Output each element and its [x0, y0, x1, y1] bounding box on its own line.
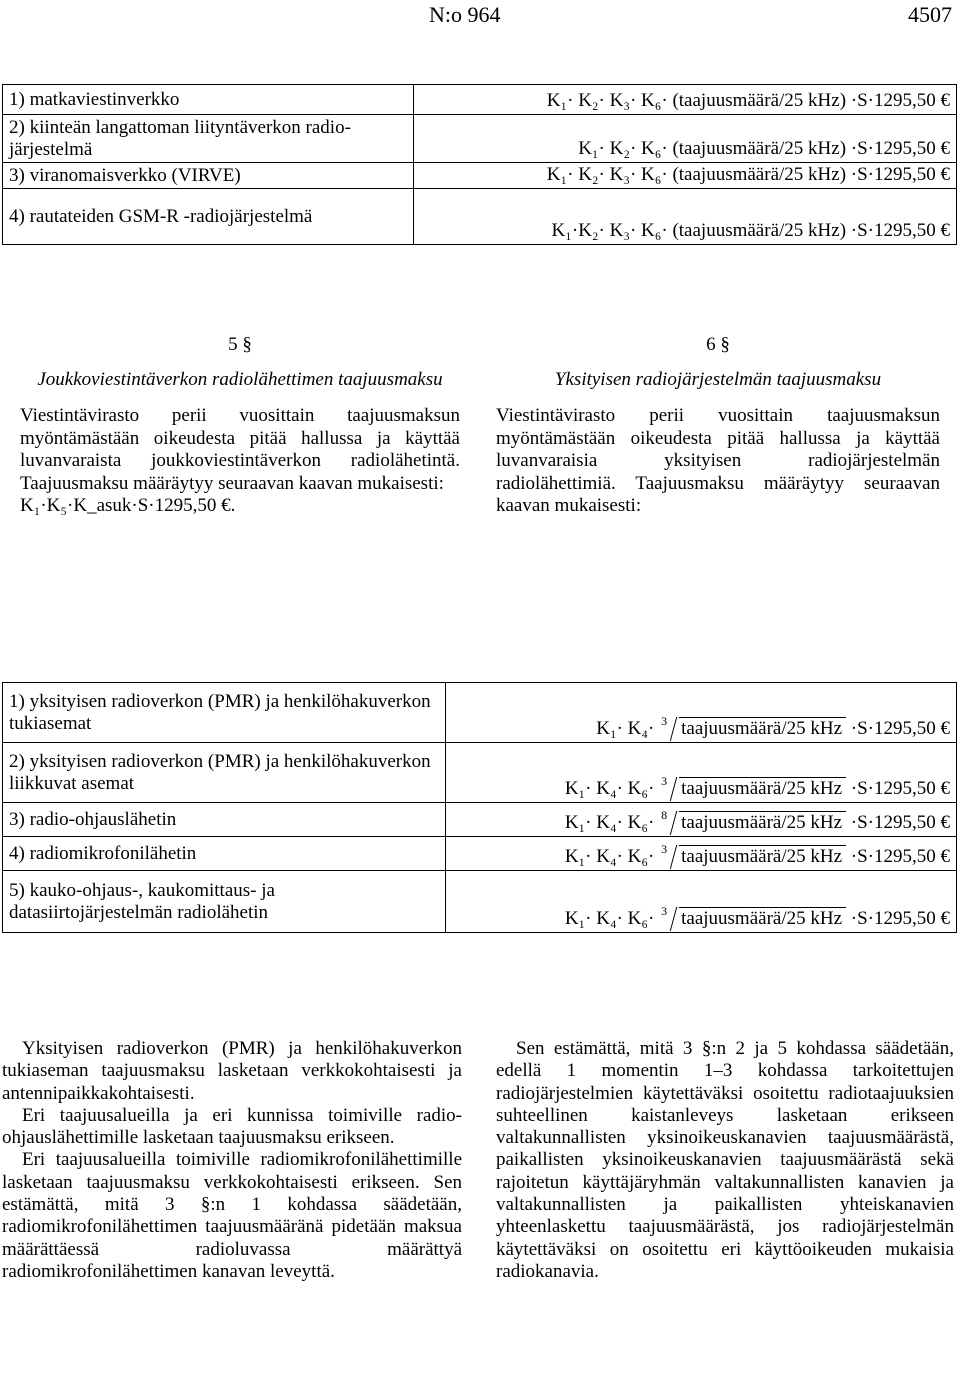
cube-root [661, 842, 846, 868]
formula-suffix: ·S·1295,50 € [850, 718, 950, 739]
table-row [3, 683, 957, 743]
formula-suffix: ·S·1295,50 € [850, 846, 950, 867]
row-label: 1) matkaviestinverkko [3, 85, 414, 115]
row-label: 4) rautateiden GSM-R -radiojärjestelmä [3, 189, 414, 245]
bottom-right-paragraph: Sen estämättä, mitä 3 §:n 2 ja 5 kohdassa säädetään, edellä 1 momentin 1–3 kohdassa tarkoitettujen radiojärjestelmien käytettäväksi osoitettu radiotaajuuksien suhteellinen kaistanleveys lasketaan erikseen valtakunnallisten yksinoikeuskanavien taajuusmäärästä, paikallisten yksinoikeuskanavien taajuusmäärästä sekä rajoitetun käyttäjäryhmän valtakunnallisten kanavien ja valtakunnallisten ja paikallisten yhteiskanavien yhteenlaskettu taajuusmäärästä, jos radiojärjestelmän käytettäväksi on osoitettu eri käyttöoikeuden mukaisia radiokanavia. [496, 1038, 954, 1282]
cube-root [661, 774, 846, 800]
table-row [3, 743, 957, 803]
formula-suffix: ·S·1295,50 € [850, 908, 950, 929]
root-radicand: taajuusmäärä/25 kHz [679, 717, 846, 739]
table-row [3, 163, 957, 189]
section-title: Joukkoviestintäverkon radiolähettimen taajuusmaksu [37, 368, 443, 390]
root-index: 3 [661, 774, 668, 788]
row-label: 3) viranomaisverkko (VIRVE) [3, 163, 414, 189]
root-index: 3 [661, 714, 668, 728]
row-label: 1) yksityisen radioverkon (PMR) ja henkilöhakuverkon tukiasemat [3, 683, 446, 743]
section-6 [496, 334, 940, 518]
row-formula [446, 803, 957, 837]
row-formula [446, 871, 957, 933]
root-index: 3 [661, 904, 668, 918]
row-formula: K₁· K₂· K₃· K₆· (taajuusmäärä/25 kHz) ·S·1295,50 € [414, 163, 957, 189]
section-number: 5 § [228, 334, 252, 355]
paragraph: Yksityisen radioverkon (PMR) ja henkilöhakuverkon tukiaseman taajuusmaksu lasketaan verkkokohtaisesti ja antennipaikkakohtaisesti. [2, 1038, 462, 1104]
paragraph: Eri taajuusalueilla toimiville radiomikrofonilähettimille lasketaan taajuusmaksu verkkokohtaisesti erikseen. Sen estämättä, mitä 3 §:n 1 kohdassa säädetään, radiomikrofonilähettimen taajuusmääränä pidetään maksua määrättäessä radioluvassa määrättyä radiomikrofonilähettimen kanavan leveyttä. [2, 1149, 462, 1282]
table-row [3, 85, 957, 115]
section-5 [20, 334, 460, 518]
root-radicand: taajuusmäärä/25 kHz [679, 811, 846, 833]
eighth-root [661, 808, 846, 834]
row-formula: K₁· K₂· K₆· (taajuusmäärä/25 kHz) ·S·1295,50 € [414, 115, 957, 163]
root-radicand: taajuusmäärä/25 kHz [679, 845, 846, 867]
page-number: 4507 [908, 2, 952, 27]
section-formula: K₁·K₅·K_asuk·S·1295,50 €. [20, 495, 236, 516]
table-row [3, 115, 957, 163]
formula-prefix: K₁· K₄· K₆· [564, 908, 655, 929]
row-formula [446, 743, 957, 803]
formula-prefix: K₁· K₄· K₆· [564, 846, 655, 867]
fee-table-private-radio [2, 682, 957, 933]
row-formula: K₁·K₂· K₃· K₆· (taajuusmäärä/25 kHz) ·S·1295,50 € [414, 189, 957, 245]
bottom-left-column [2, 1038, 462, 1283]
table-row [3, 189, 957, 245]
root-index: 8 [661, 808, 668, 822]
formula-suffix: ·S·1295,50 € [850, 778, 950, 799]
page-header-statute-number: N:o 964 [429, 2, 501, 27]
cube-root [661, 714, 846, 740]
formula-prefix: K₁· K₄· [596, 718, 655, 739]
row-formula [446, 837, 957, 871]
section-number: 6 § [706, 334, 730, 355]
section-title: Yksityisen radiojärjestelmän taajuusmaksu [554, 368, 882, 390]
table-row [3, 837, 957, 871]
row-formula: K₁· K₂· K₃· K₆· (taajuusmäärä/25 kHz) ·S·1295,50 € [414, 85, 957, 115]
row-label: 2) yksityisen radioverkon (PMR) ja henkilöhakuverkon liikkuvat asemat [3, 743, 446, 803]
root-radicand: taajuusmäärä/25 kHz [679, 777, 846, 799]
paragraph: Eri taajuusalueilla ja eri kunnissa toimiville radio-ohjauslähettimille lasketaan taajuusmaksu erikseen. [2, 1104, 462, 1149]
root-radicand: taajuusmäärä/25 kHz [679, 907, 846, 929]
cube-root [661, 904, 846, 930]
section-body: Viestintävirasto perii vuosittain taajuusmaksun myöntämästään oikeudesta pitää hallussa ja käyttää luvanvaraisia yksityisen radiojärjestelmän radiolähettimiä. Taajuusmaksu määräytyy seuraavan kaavan mukaisesti: [496, 405, 940, 516]
formula-suffix: ·S·1295,50 € [850, 812, 950, 833]
row-label: 5) kauko-ohjaus-, kaukomittaus- ja datasiirtojärjestelmän radiolähetin [3, 871, 446, 933]
row-formula [446, 683, 957, 743]
row-label: 4) radiomikrofonilähetin [3, 837, 446, 871]
root-index: 3 [661, 842, 668, 856]
formula-prefix: K₁· K₄· K₆· [564, 812, 655, 833]
fee-table-networks [2, 84, 957, 245]
row-label: 3) radio-ohjauslähetin [3, 803, 446, 837]
section-body: Viestintävirasto perii vuosittain taajuusmaksun myöntämästään oikeudesta pitää hallussa ja käyttää luvanvaraista joukkoviestintäverkon radiolähetintä. Taajuusmaksu määräytyy seuraavan kaavan mukaisesti: [20, 405, 460, 494]
table-row [3, 871, 957, 933]
formula-prefix: K₁· K₄· K₆· [564, 778, 655, 799]
row-label: 2) kiinteän langattoman liityntäverkon radio-järjestelmä [3, 115, 414, 163]
table-row [3, 803, 957, 837]
